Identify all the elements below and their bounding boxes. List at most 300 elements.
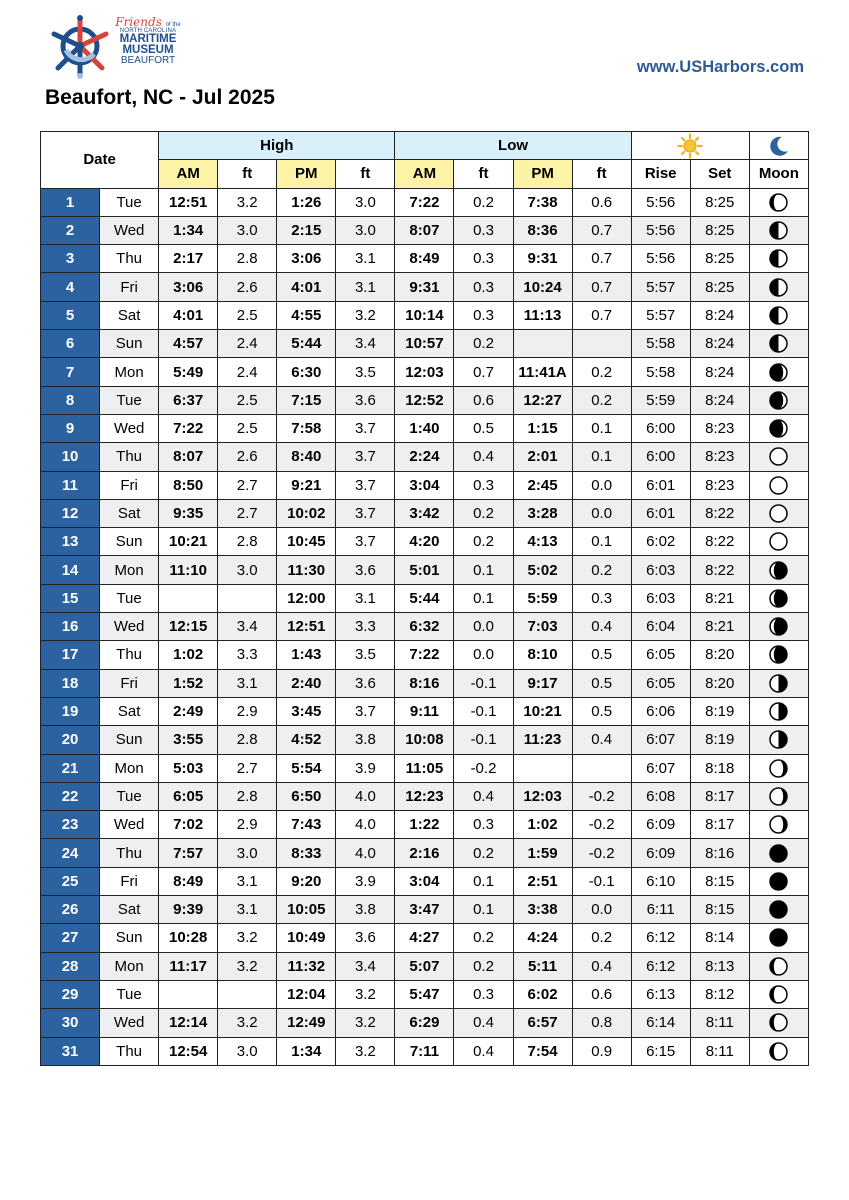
- low-am-time: 12:23: [395, 782, 454, 810]
- high-pm-header: PM: [277, 160, 336, 188]
- low-pm-height: [572, 754, 631, 782]
- day-of-week: Fri: [100, 669, 159, 697]
- moon-waxing-crescent-icon: [769, 1042, 788, 1061]
- day-number: 23: [41, 811, 100, 839]
- day-number: 22: [41, 782, 100, 810]
- low-pm-height: 0.0: [572, 471, 631, 499]
- logo-town-text: BEAUFORT: [120, 55, 176, 66]
- logo-state-text: NORTH CAROLINA: [119, 28, 177, 34]
- day-of-week: Tue: [100, 584, 159, 612]
- table-row: [41, 1037, 809, 1065]
- high-am-time: 6:37: [159, 386, 218, 414]
- tide-table: [40, 131, 809, 1066]
- moon-phase-cell: [749, 754, 808, 782]
- high-am-time: 12:54: [159, 1037, 218, 1065]
- table-row: [41, 386, 809, 414]
- sunrise-time: 6:03: [631, 584, 690, 612]
- low-am-height: 0.4: [454, 1009, 513, 1037]
- low-am-time: 12:03: [395, 358, 454, 386]
- logo-friends-text: Friends: [115, 15, 162, 29]
- table-row: [41, 952, 809, 980]
- low-am-height: 0.3: [454, 980, 513, 1008]
- low-pm-time: 10:21: [513, 697, 572, 725]
- low-pm-height: 0.7: [572, 245, 631, 273]
- high-am-height: 2.4: [218, 330, 277, 358]
- table-row: [41, 443, 809, 471]
- day-of-week: Mon: [100, 556, 159, 584]
- moon-new-icon: [769, 844, 788, 863]
- low-pm-time: 5:11: [513, 952, 572, 980]
- moon-waxing-gibbous-icon: [769, 419, 788, 438]
- day-number: 27: [41, 924, 100, 952]
- high-pm-time: 7:58: [277, 414, 336, 442]
- high-pm-height: 3.2: [336, 1037, 395, 1065]
- moon-new-icon: [769, 900, 788, 919]
- table-row: [41, 584, 809, 612]
- high-am-time: 4:01: [159, 301, 218, 329]
- moon-phase-cell: [749, 245, 808, 273]
- low-pm-ft-header: ft: [572, 160, 631, 188]
- website-link[interactable]: www.USHarbors.com: [636, 58, 804, 76]
- moon-waxing-crescent-icon: [769, 193, 788, 212]
- moon-phase-cell: [749, 839, 808, 867]
- day-of-week: Sun: [100, 726, 159, 754]
- low-am-height: 0.3: [454, 245, 513, 273]
- low-am-height: -0.1: [454, 697, 513, 725]
- day-of-week: Thu: [100, 245, 159, 273]
- low-am-time: 11:05: [395, 754, 454, 782]
- low-pm-time: 11:13: [513, 301, 572, 329]
- high-pm-height: 3.6: [336, 386, 395, 414]
- high-am-time: 12:14: [159, 1009, 218, 1037]
- high-am-time: [159, 980, 218, 1008]
- low-pm-time: [513, 754, 572, 782]
- high-am-height: 2.8: [218, 528, 277, 556]
- high-pm-time: 7:15: [277, 386, 336, 414]
- low-pm-height: -0.1: [572, 867, 631, 895]
- high-am-height: 3.2: [218, 924, 277, 952]
- low-am-height: -0.2: [454, 754, 513, 782]
- high-pm-height: 3.9: [336, 867, 395, 895]
- low-am-time: 5:01: [395, 556, 454, 584]
- low-pm-height: 0.6: [572, 980, 631, 1008]
- day-of-week: Sat: [100, 499, 159, 527]
- low-pm-time: 12:27: [513, 386, 572, 414]
- moon-phase-cell: [749, 641, 808, 669]
- moon-phase-cell: [749, 443, 808, 471]
- high-am-height: 3.1: [218, 669, 277, 697]
- low-am-height: 0.3: [454, 273, 513, 301]
- low-pm-time: [513, 330, 572, 358]
- table-row: [41, 273, 809, 301]
- high-header: High: [159, 132, 395, 160]
- sunset-time: 8:21: [690, 613, 749, 641]
- high-pm-time: 11:32: [277, 952, 336, 980]
- table-row: [41, 499, 809, 527]
- day-of-week: Fri: [100, 273, 159, 301]
- day-number: 11: [41, 471, 100, 499]
- high-pm-time: 8:40: [277, 443, 336, 471]
- low-am-height: 0.4: [454, 782, 513, 810]
- high-am-height: 2.8: [218, 245, 277, 273]
- high-pm-height: 3.6: [336, 669, 395, 697]
- high-am-time: 8:07: [159, 443, 218, 471]
- sunset-time: 8:11: [690, 1009, 749, 1037]
- low-am-height: 0.2: [454, 330, 513, 358]
- low-pm-time: 1:59: [513, 839, 572, 867]
- low-pm-height: 0.7: [572, 273, 631, 301]
- low-am-time: 4:27: [395, 924, 454, 952]
- day-number: 25: [41, 867, 100, 895]
- high-am-time: 12:51: [159, 188, 218, 216]
- high-am-time: 11:17: [159, 952, 218, 980]
- sunrise-time: 6:02: [631, 528, 690, 556]
- day-number: 20: [41, 726, 100, 754]
- day-of-week: Tue: [100, 188, 159, 216]
- high-am-time: 3:55: [159, 726, 218, 754]
- low-pm-height: 0.4: [572, 726, 631, 754]
- high-pm-height: 3.7: [336, 414, 395, 442]
- moon-phase-cell: [749, 471, 808, 499]
- sunset-time: 8:25: [690, 273, 749, 301]
- high-am-height: 3.2: [218, 1009, 277, 1037]
- high-am-time: 8:50: [159, 471, 218, 499]
- high-pm-height: 3.6: [336, 924, 395, 952]
- high-pm-time: 1:26: [277, 188, 336, 216]
- high-pm-height: 3.4: [336, 952, 395, 980]
- table-row: [41, 528, 809, 556]
- low-am-height: 0.6: [454, 386, 513, 414]
- high-pm-height: 4.0: [336, 782, 395, 810]
- high-am-time: [159, 584, 218, 612]
- high-pm-time: 10:49: [277, 924, 336, 952]
- high-am-height: 2.9: [218, 697, 277, 725]
- low-am-height: 0.4: [454, 443, 513, 471]
- high-am-height: 3.2: [218, 952, 277, 980]
- moon-full-icon: [769, 532, 788, 551]
- day-of-week: Sat: [100, 896, 159, 924]
- sunrise-time: 6:09: [631, 839, 690, 867]
- low-am-height: 0.2: [454, 839, 513, 867]
- low-pm-height: 0.4: [572, 952, 631, 980]
- day-number: 13: [41, 528, 100, 556]
- sunset-time: 8:17: [690, 811, 749, 839]
- sunrise-time: 6:01: [631, 499, 690, 527]
- low-pm-time: 10:24: [513, 273, 572, 301]
- sunset-time: 8:23: [690, 414, 749, 442]
- sun-icon: [677, 133, 703, 159]
- low-pm-height: 0.6: [572, 188, 631, 216]
- high-am-height: 2.6: [218, 273, 277, 301]
- moon-header: [749, 132, 808, 160]
- low-pm-time: 5:59: [513, 584, 572, 612]
- low-pm-height: 0.7: [572, 216, 631, 244]
- low-pm-time: 1:15: [513, 414, 572, 442]
- high-am-time: 2:49: [159, 697, 218, 725]
- high-pm-time: 7:43: [277, 811, 336, 839]
- day-number: 8: [41, 386, 100, 414]
- table-row: [41, 839, 809, 867]
- moon-phase-header: Moon: [749, 160, 808, 188]
- sunrise-header: Rise: [631, 160, 690, 188]
- moon-phase-cell: [749, 896, 808, 924]
- low-am-time: 5:47: [395, 980, 454, 1008]
- low-am-height: 0.2: [454, 499, 513, 527]
- high-pm-height: 4.0: [336, 839, 395, 867]
- low-am-height: 0.7: [454, 358, 513, 386]
- sunrise-time: 6:07: [631, 726, 690, 754]
- high-am-height: 3.1: [218, 867, 277, 895]
- high-am-height: 2.7: [218, 499, 277, 527]
- day-of-week: Tue: [100, 782, 159, 810]
- low-pm-height: [572, 330, 631, 358]
- moon-full-icon: [769, 504, 788, 523]
- sunset-time: 8:20: [690, 641, 749, 669]
- low-am-time: 3:47: [395, 896, 454, 924]
- low-pm-time: 7:54: [513, 1037, 572, 1065]
- low-am-header: AM: [395, 160, 454, 188]
- high-pm-height: 3.5: [336, 358, 395, 386]
- low-pm-height: 0.9: [572, 1037, 631, 1065]
- day-number: 7: [41, 358, 100, 386]
- low-pm-time: 8:36: [513, 216, 572, 244]
- moon-waning-crescent-icon: [769, 815, 788, 834]
- low-pm-height: 0.2: [572, 358, 631, 386]
- high-am-time: 1:34: [159, 216, 218, 244]
- high-am-height: 3.0: [218, 216, 277, 244]
- day-of-week: Wed: [100, 811, 159, 839]
- low-am-time: 3:04: [395, 867, 454, 895]
- high-pm-time: 10:02: [277, 499, 336, 527]
- high-am-height: 3.0: [218, 1037, 277, 1065]
- low-pm-height: 0.2: [572, 556, 631, 584]
- sunset-time: 8:24: [690, 330, 749, 358]
- sunrise-time: 6:06: [631, 697, 690, 725]
- high-am-time: 9:35: [159, 499, 218, 527]
- table-row: [41, 669, 809, 697]
- moon-phase-cell: [749, 584, 808, 612]
- high-pm-time: 12:49: [277, 1009, 336, 1037]
- day-of-week: Wed: [100, 613, 159, 641]
- low-pm-time: 3:38: [513, 896, 572, 924]
- low-am-time: 1:40: [395, 414, 454, 442]
- sunrise-time: 6:13: [631, 980, 690, 1008]
- low-pm-header: PM: [513, 160, 572, 188]
- high-pm-time: 2:15: [277, 216, 336, 244]
- high-pm-time: 4:01: [277, 273, 336, 301]
- logo-wordmark: [108, 16, 188, 66]
- low-am-height: 0.4: [454, 1037, 513, 1065]
- sunrise-time: 5:56: [631, 216, 690, 244]
- moon-phase-cell: [749, 613, 808, 641]
- day-of-week: Fri: [100, 867, 159, 895]
- moon-phase-cell: [749, 414, 808, 442]
- low-am-time: 3:42: [395, 499, 454, 527]
- low-am-height: 0.2: [454, 924, 513, 952]
- high-pm-height: 3.2: [336, 980, 395, 1008]
- moon-waning-crescent-icon: [769, 759, 788, 778]
- sunset-time: 8:24: [690, 386, 749, 414]
- high-pm-time: 10:45: [277, 528, 336, 556]
- low-pm-time: 2:45: [513, 471, 572, 499]
- high-am-time: 1:52: [159, 669, 218, 697]
- high-pm-height: 3.2: [336, 1009, 395, 1037]
- low-am-time: 12:52: [395, 386, 454, 414]
- high-am-height: 2.7: [218, 754, 277, 782]
- low-pm-time: 7:03: [513, 613, 572, 641]
- logo-of-the-text: of the: [165, 22, 181, 28]
- low-pm-height: 0.8: [572, 1009, 631, 1037]
- high-pm-height: 4.0: [336, 811, 395, 839]
- high-am-time: 2:17: [159, 245, 218, 273]
- high-pm-height: 3.1: [336, 584, 395, 612]
- low-pm-height: 0.3: [572, 584, 631, 612]
- high-am-ft-header: ft: [218, 160, 277, 188]
- low-pm-time: 12:03: [513, 782, 572, 810]
- moon-phase-cell: [749, 358, 808, 386]
- sunrise-time: 5:57: [631, 301, 690, 329]
- sunrise-time: 6:09: [631, 811, 690, 839]
- sunset-time: 8:20: [690, 669, 749, 697]
- low-pm-height: 0.1: [572, 443, 631, 471]
- ship-wheel-icon: [46, 10, 116, 82]
- low-pm-time: 7:38: [513, 188, 572, 216]
- low-am-time: 2:24: [395, 443, 454, 471]
- high-am-height: [218, 584, 277, 612]
- high-am-height: 3.0: [218, 556, 277, 584]
- sunrise-time: 6:07: [631, 754, 690, 782]
- sunrise-time: 6:05: [631, 669, 690, 697]
- high-pm-height: 3.8: [336, 726, 395, 754]
- moon-crescent-icon: [767, 134, 791, 158]
- sunrise-time: 5:56: [631, 245, 690, 273]
- day-of-week: Fri: [100, 471, 159, 499]
- day-of-week: Sun: [100, 528, 159, 556]
- low-am-time: 9:31: [395, 273, 454, 301]
- high-pm-time: 5:54: [277, 754, 336, 782]
- sunrise-time: 5:58: [631, 330, 690, 358]
- moon-waxing-gibbous-icon: [769, 363, 788, 382]
- low-am-time: 1:22: [395, 811, 454, 839]
- moon-phase-cell: [749, 188, 808, 216]
- day-of-week: Wed: [100, 414, 159, 442]
- day-number: 4: [41, 273, 100, 301]
- low-pm-height: 0.5: [572, 669, 631, 697]
- low-am-height: 0.0: [454, 613, 513, 641]
- low-am-height: 0.2: [454, 952, 513, 980]
- low-am-height: 0.1: [454, 584, 513, 612]
- high-pm-time: 4:52: [277, 726, 336, 754]
- low-pm-time: 2:01: [513, 443, 572, 471]
- sun-header: [631, 132, 749, 160]
- sunrise-time: 6:05: [631, 641, 690, 669]
- high-pm-time: 12:51: [277, 613, 336, 641]
- moon-last-quarter-icon: [769, 674, 788, 693]
- sunrise-time: 5:57: [631, 273, 690, 301]
- moon-phase-cell: [749, 556, 808, 584]
- low-am-height: 0.3: [454, 216, 513, 244]
- sunrise-time: 5:58: [631, 358, 690, 386]
- high-am-time: 9:39: [159, 896, 218, 924]
- low-pm-time: 3:28: [513, 499, 572, 527]
- day-of-week: Sat: [100, 697, 159, 725]
- moon-phase-cell: [749, 924, 808, 952]
- low-pm-time: 2:51: [513, 867, 572, 895]
- day-number: 24: [41, 839, 100, 867]
- moon-first-quarter-icon: [769, 249, 788, 268]
- high-am-time: 10:21: [159, 528, 218, 556]
- high-am-time: 4:57: [159, 330, 218, 358]
- high-am-time: 8:49: [159, 867, 218, 895]
- sunset-time: 8:22: [690, 499, 749, 527]
- high-am-height: 3.4: [218, 613, 277, 641]
- low-am-time: 7:22: [395, 188, 454, 216]
- table-row: [41, 924, 809, 952]
- sunset-time: 8:23: [690, 471, 749, 499]
- high-am-height: 3.2: [218, 188, 277, 216]
- table-row: [41, 754, 809, 782]
- high-pm-time: 12:04: [277, 980, 336, 1008]
- high-am-height: 2.8: [218, 726, 277, 754]
- high-am-time: 12:15: [159, 613, 218, 641]
- sunset-time: 8:24: [690, 301, 749, 329]
- table-row: [41, 697, 809, 725]
- day-number: 6: [41, 330, 100, 358]
- high-pm-height: 3.7: [336, 499, 395, 527]
- high-am-height: 3.0: [218, 839, 277, 867]
- sunset-header: Set: [690, 160, 749, 188]
- day-number: 10: [41, 443, 100, 471]
- low-header: Low: [395, 132, 631, 160]
- high-am-height: 2.5: [218, 414, 277, 442]
- high-am-time: 11:10: [159, 556, 218, 584]
- sunrise-time: 6:11: [631, 896, 690, 924]
- day-of-week: Thu: [100, 1037, 159, 1065]
- table-row: [41, 358, 809, 386]
- high-am-time: 6:05: [159, 782, 218, 810]
- low-pm-time: 4:24: [513, 924, 572, 952]
- sunset-time: 8:19: [690, 697, 749, 725]
- day-number: 17: [41, 641, 100, 669]
- day-number: 1: [41, 188, 100, 216]
- moon-phase-cell: [749, 330, 808, 358]
- moon-phase-cell: [749, 528, 808, 556]
- sunrise-time: 6:10: [631, 867, 690, 895]
- moon-phase-cell: [749, 669, 808, 697]
- sunrise-time: 6:12: [631, 952, 690, 980]
- low-am-time: 10:57: [395, 330, 454, 358]
- low-pm-height: 0.0: [572, 499, 631, 527]
- high-am-height: 2.7: [218, 471, 277, 499]
- day-of-week: Tue: [100, 980, 159, 1008]
- high-pm-time: 6:30: [277, 358, 336, 386]
- low-am-height: 0.2: [454, 528, 513, 556]
- high-am-time: 10:28: [159, 924, 218, 952]
- moon-new-icon: [769, 872, 788, 891]
- table-row: [41, 301, 809, 329]
- low-pm-height: 0.2: [572, 924, 631, 952]
- low-pm-time: 8:10: [513, 641, 572, 669]
- day-number: 21: [41, 754, 100, 782]
- day-of-week: Wed: [100, 1009, 159, 1037]
- high-pm-time: 1:43: [277, 641, 336, 669]
- low-pm-height: 0.0: [572, 896, 631, 924]
- logo-line1-text: MARITIME: [119, 33, 177, 45]
- low-am-height: 0.2: [454, 188, 513, 216]
- table-row: [41, 216, 809, 244]
- low-am-height: -0.1: [454, 726, 513, 754]
- day-number: 14: [41, 556, 100, 584]
